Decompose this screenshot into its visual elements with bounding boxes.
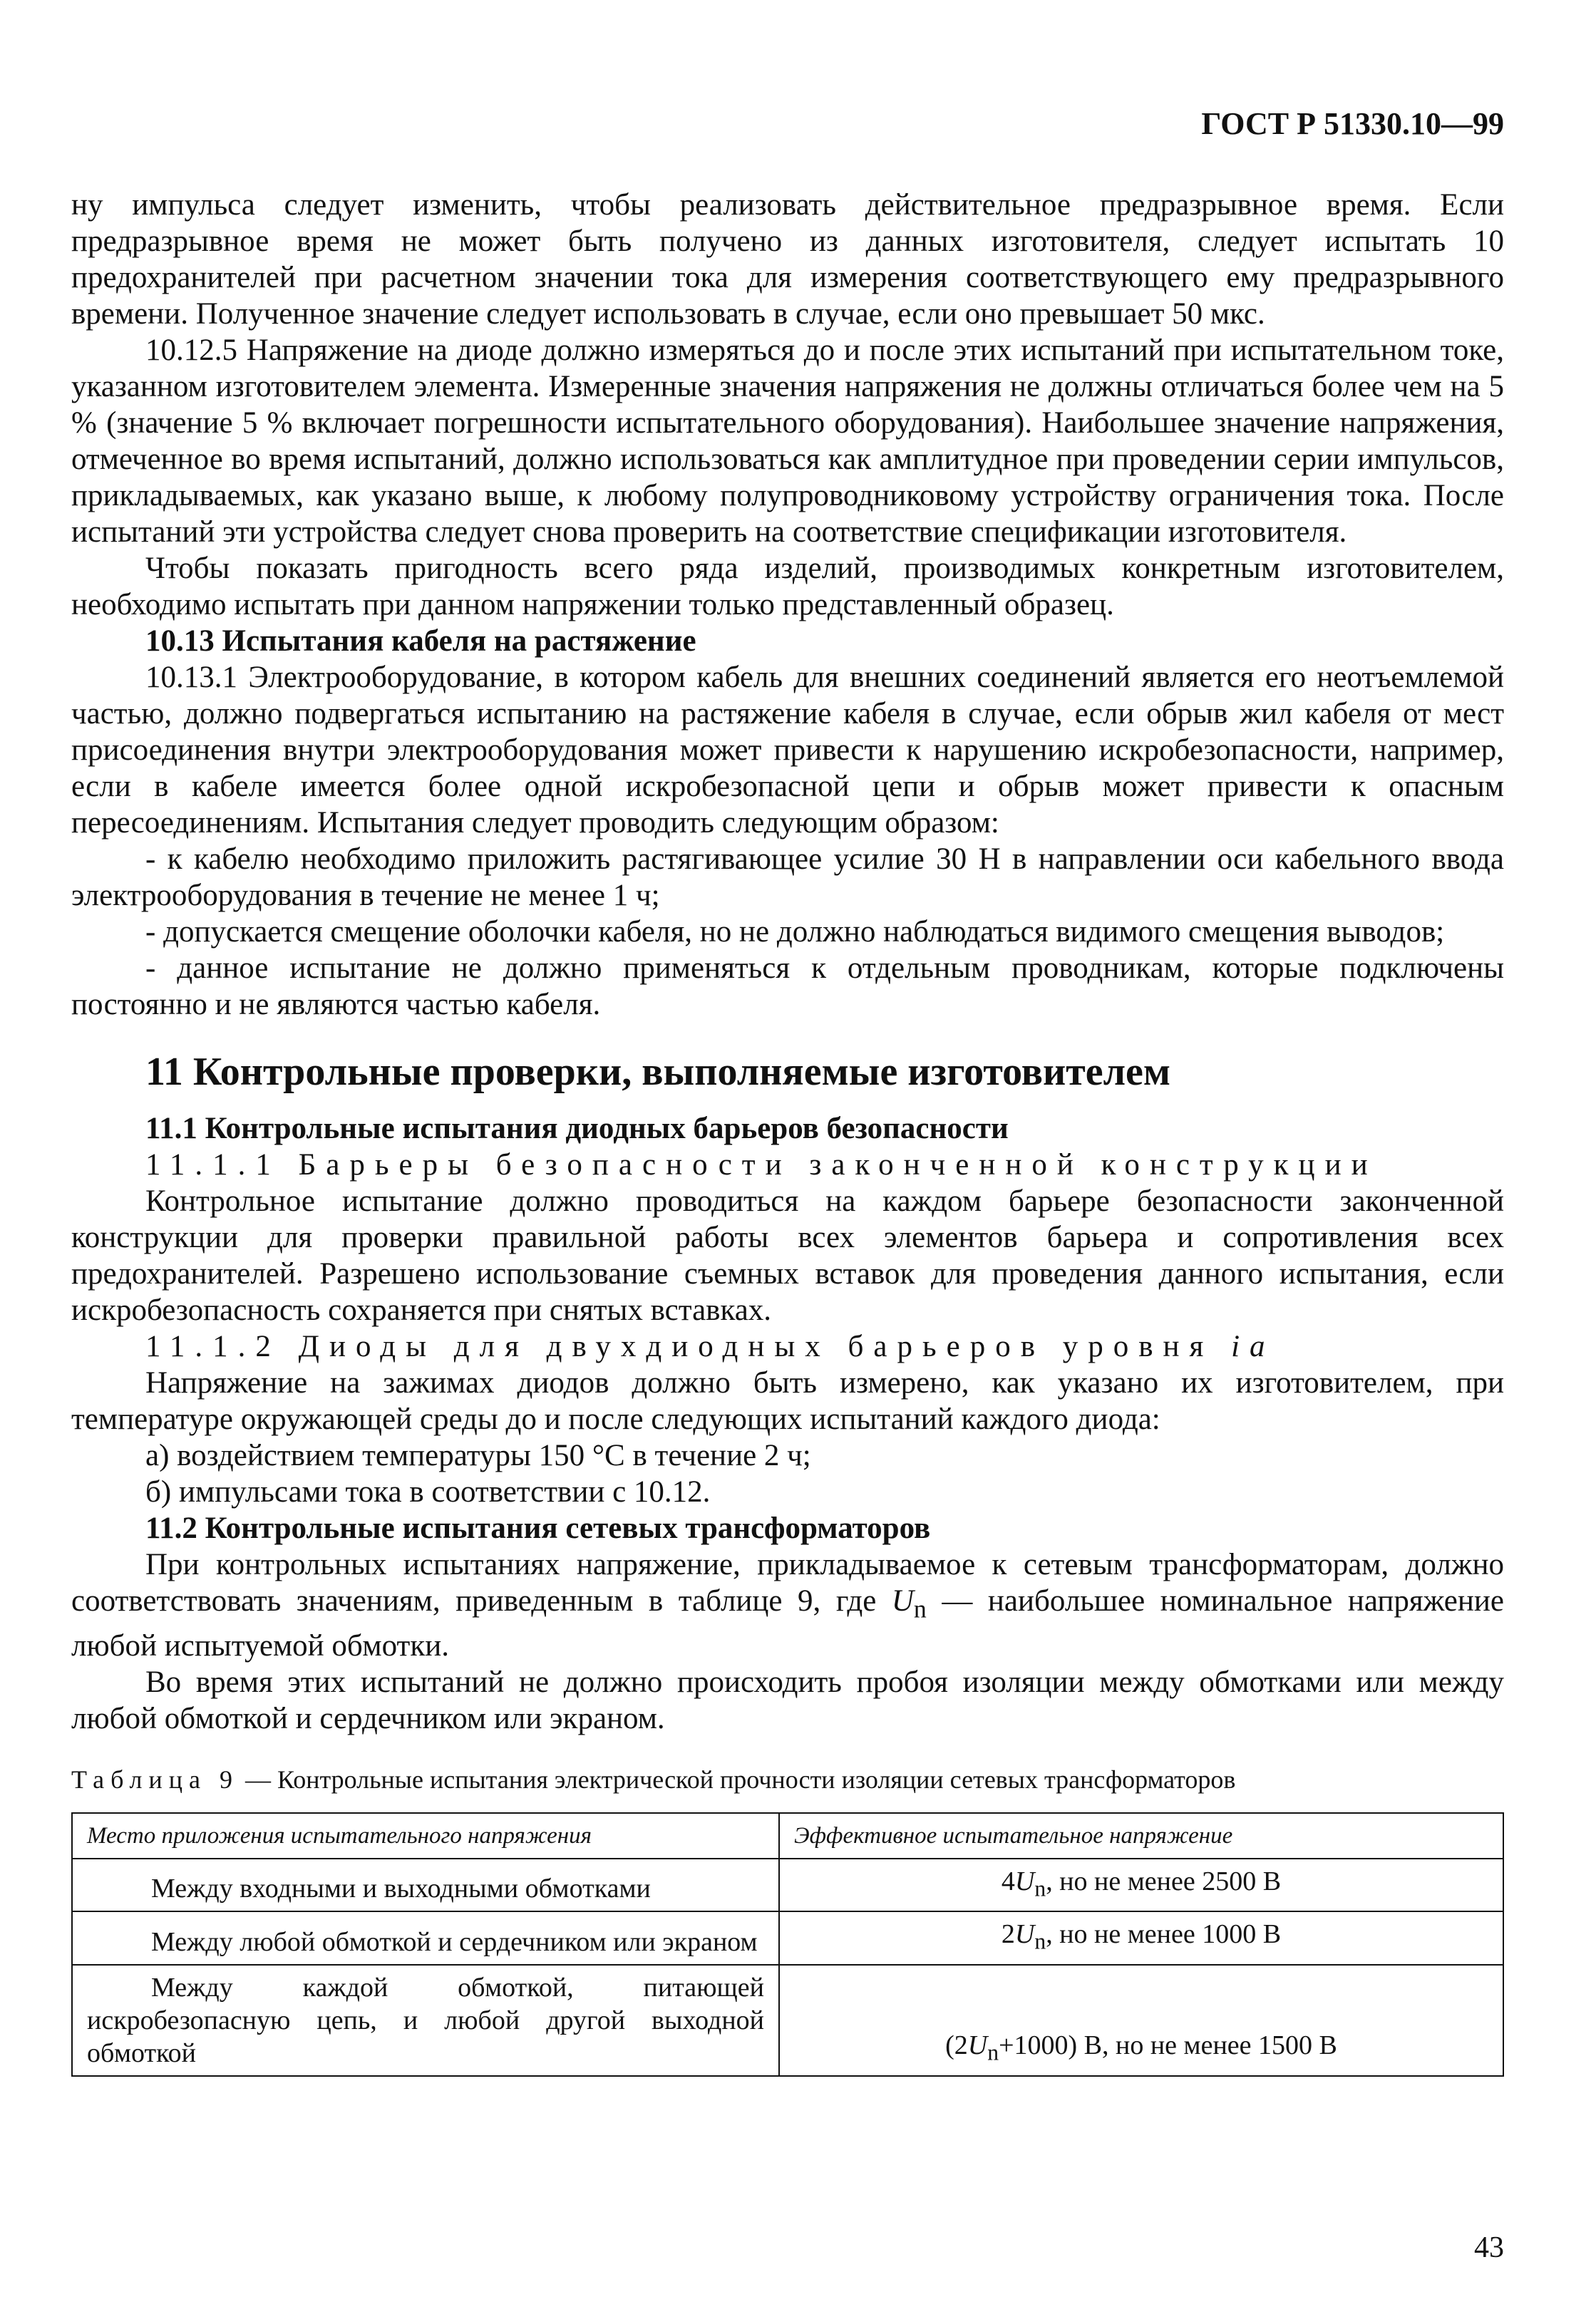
table-cell-place: Между каждой обмоткой, питающей искробезопасную цепь, и любой другой выходной обмоткой <box>72 1965 779 2076</box>
table-cell-place: Между входными и выходными обмотками <box>72 1859 779 1912</box>
column-header: Эффективное испытательное напряжение <box>779 1813 1503 1859</box>
subscript-n: n <box>913 1594 927 1623</box>
page-number: 43 <box>1474 2231 1504 2264</box>
paragraph: Чтобы показать пригодность всего ряда изделий, производимых конкретным изготовителем, необходимо испытать при данном напряжении только представленный образец. <box>71 552 1504 621</box>
section-11-title: 11 Контрольные проверки, выполняемые изготовителем <box>145 1050 1171 1094</box>
table-row <box>72 1965 1503 2076</box>
heading-10-13: 10.13 Испытания кабеля на растяжение <box>145 624 696 658</box>
value-part: 4 <box>1001 1866 1015 1896</box>
list-item: - данное испытание не должно применяться к отдельным проводникам, которые подключены постоянно и не являются частью кабеля. <box>71 951 1504 1021</box>
table-label: Таблица 9 <box>71 1765 239 1794</box>
table-caption <box>71 1762 1504 1797</box>
heading-11-1-2 <box>71 1328 1504 1365</box>
table-row <box>72 1859 1503 1912</box>
value-part: , но не менее 1000 В <box>1046 1919 1282 1950</box>
heading-11-2: 11.2 Контрольные испытания сетевых трансформаторов <box>145 1512 931 1545</box>
value-part: (2 <box>945 2030 968 2061</box>
paragraph <box>71 1546 1504 1664</box>
page-body <box>71 187 1504 2077</box>
column-header: Место приложения испытательного напряжения <box>72 1813 779 1859</box>
subscript-n: n <box>1034 1928 1046 1954</box>
paragraph-10-12-5: 10.12.5 Напряжение на диоде должно измеряться до и после этих испытаний при испытательном токе, указанном изготовителем элемента. Измеренные значения напряжения не должны отличаться более чем на 5 % (значение 5 % включает погрешности испытательного оборудования). Наибольшее значение напряжения, отмеченное во время испытаний, должно использоваться как амплитудное при проведении серии импульсов, прикладываемых, как указано выше, к любому полупроводниковому устройству ограничения тока. После испытаний эти устройства следует снова проверить на соответствие спецификации изготовителя. <box>71 334 1504 549</box>
paragraph: Во время этих испытаний не должно происходить пробоя изоляции между обмотками или между любой обмоткой и сердечником или экраном. <box>71 1665 1504 1735</box>
symbol-u: U <box>967 2030 988 2061</box>
list-item: - допускается смещение оболочки кабеля, но не должно наблюдаться видимого смещения выводов; <box>145 915 1445 949</box>
heading-11-1: 11.1 Контрольные испытания диодных барьеров безопасности <box>145 1112 1009 1145</box>
list-item: б) импульсами тока в соответствии с 10.12. <box>145 1475 711 1509</box>
list-item: - к кабелю необходимо приложить растягивающее усилие 30 Н в направлении оси кабельного ввода электрооборудования в течение не менее 1 ч; <box>71 842 1504 912</box>
paragraph: Контрольное испытание должно проводиться на каждом барьере безопасности законченной конструкции для проверки правильной работы всех элементов барьера и сопротивления всех предохранителей. Разрешено использование съемных вставок для проведения данного испытания, если искробезопасность сохраняется при снятых вставках. <box>71 1184 1504 1327</box>
paragraph: Напряжение на зажимах диодов должно быть измерено, как указано их изготовителем, при температуре окружающей среды до и после следующих испытаний каждого диода: <box>71 1366 1504 1436</box>
value-part: , но не менее 2500 В <box>1046 1866 1282 1896</box>
table-header-row <box>72 1813 1503 1859</box>
value-part: +1000) В, но не менее 1500 В <box>999 2030 1337 2061</box>
table-cell-place: Между любой обмоткой и сердечником или экраном <box>72 1911 779 1965</box>
paragraph: ну импульса следует изменить, чтобы реализовать действительное предразрывное время. Если предразрывное время не может быть получено из данных изготовителя, следует испытать 10 предохранителей при расчетном значении тока для измерения соответствующего ему предразрывного времени. Полученное значение следует использовать в случае, если оно превышает 50 мкс. <box>71 188 1504 331</box>
subscript-n: n <box>1034 1876 1046 1901</box>
symbol-u: U <box>891 1584 914 1618</box>
document-header: ГОСТ Р 51330.10—99 <box>1201 106 1504 141</box>
symbol-u: U <box>1014 1919 1035 1950</box>
list-item: а) воздействием температуры 150 °С в течение 2 ч; <box>145 1439 811 1472</box>
paragraph-text: — наибольшее номинальное напряжение любой испытуемой обмотки. <box>71 1584 1504 1663</box>
heading-11-1-1: 11.1.1 Барьеры безопасности законченной конструкции <box>145 1148 1378 1182</box>
table-row <box>72 1911 1503 1965</box>
table-cell-voltage <box>779 1859 1503 1912</box>
paragraph-10-13-1: 10.13.1 Электрооборудование, в котором кабель для внешних соединений является его неотъемлемой частью, должно подвергаться испытанию на растяжение кабеля в случае, если обрыв жил кабеля от мест присоединения внутри электрооборудования может привести к нарушению искробезопасности, например, если в кабеле имеется более одной искробезопасной цепи и обрыв может привести к опасным пересоединениям. Испытания следует проводить следующим образом: <box>71 661 1504 840</box>
level-ia: ia <box>1231 1330 1275 1363</box>
value-part: 2 <box>1001 1919 1015 1950</box>
table-cell-voltage <box>779 1911 1503 1965</box>
subscript-n: n <box>987 2040 999 2065</box>
heading-11-1-2-text: 11.1.2 Диоды для двухдиодных барьеров уровня <box>145 1330 1214 1363</box>
table-9 <box>71 1812 1504 2077</box>
table-cell-voltage <box>779 1965 1503 2076</box>
symbol-u: U <box>1014 1866 1035 1896</box>
table-caption-text: — Контрольные испытания электрической прочности изоляции сетевых трансформаторов <box>238 1765 1236 1794</box>
paragraph-text: При контрольных испытаниях напряжение, прикладываемое к сетевым трансформаторам, должно соответствовать значениям, приведенным в таблице 9, где <box>71 1548 1504 1618</box>
